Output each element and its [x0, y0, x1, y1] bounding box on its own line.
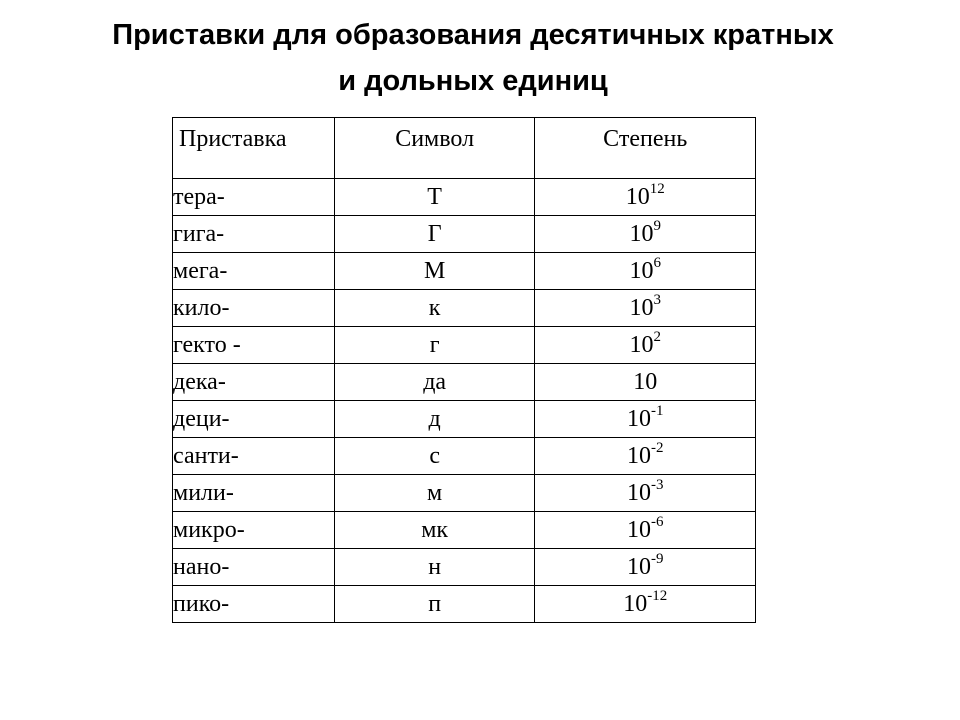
prefix-cell: нано- — [173, 549, 335, 586]
prefix-cell: дека- — [173, 364, 335, 401]
title-line-1: Приставки для образования десятичных кратных — [112, 19, 834, 51]
power-exponent: 2 — [653, 328, 661, 345]
table-row — [173, 438, 756, 475]
power-exponent: -6 — [650, 513, 664, 530]
power-cell — [535, 327, 756, 364]
header-power: Степень — [535, 118, 756, 179]
symbol-cell: н — [334, 549, 535, 586]
table-body — [173, 179, 756, 623]
symbol-cell: да — [334, 364, 535, 401]
power-base: 10 — [633, 368, 658, 395]
table-row — [173, 327, 756, 364]
table-row — [173, 364, 756, 401]
symbol-cell: д — [334, 401, 535, 438]
power-cell — [535, 401, 756, 438]
power-base: 10 — [629, 294, 654, 321]
header-prefix: Приставка — [173, 118, 335, 179]
power-base: 10 — [623, 590, 648, 617]
power-base: 10 — [629, 220, 654, 247]
prefix-cell: гига- — [173, 216, 335, 253]
prefix-cell: мега- — [173, 253, 335, 290]
prefix-cell: пико- — [173, 586, 335, 623]
header-symbol: Символ — [334, 118, 535, 179]
power-exponent: -2 — [650, 439, 664, 456]
prefix-table — [172, 117, 756, 623]
power-base: 10 — [629, 331, 654, 358]
power-exponent: 12 — [649, 180, 665, 197]
power-cell — [535, 586, 756, 623]
table-header-row — [173, 118, 756, 179]
prefix-cell: гекто - — [173, 327, 335, 364]
table-row — [173, 586, 756, 623]
title-line-2: и дольных единиц — [338, 65, 608, 97]
power-exponent: -9 — [650, 550, 664, 567]
table-row — [173, 512, 756, 549]
table-row — [173, 253, 756, 290]
symbol-cell: мк — [334, 512, 535, 549]
power-cell — [535, 364, 756, 401]
prefix-cell: кило- — [173, 290, 335, 327]
power-base: 10 — [626, 553, 651, 580]
power-base: 10 — [625, 183, 650, 210]
page-title — [0, 12, 946, 104]
power-base: 10 — [626, 405, 651, 432]
table-row — [173, 549, 756, 586]
table-row — [173, 179, 756, 216]
prefix-cell: деци- — [173, 401, 335, 438]
power-exponent: 9 — [653, 217, 661, 234]
table-row — [173, 290, 756, 327]
symbol-cell: Г — [334, 216, 535, 253]
prefix-cell: санти- — [173, 438, 335, 475]
power-cell — [535, 512, 756, 549]
symbol-cell: м — [334, 475, 535, 512]
power-cell — [535, 216, 756, 253]
symbol-cell: к — [334, 290, 535, 327]
symbol-cell: п — [334, 586, 535, 623]
power-cell — [535, 253, 756, 290]
prefix-cell: микро- — [173, 512, 335, 549]
power-exponent: -12 — [647, 587, 668, 604]
power-base: 10 — [629, 257, 654, 284]
power-exponent: 3 — [653, 291, 661, 308]
power-exponent: -3 — [650, 476, 664, 493]
symbol-cell: г — [334, 327, 535, 364]
power-cell — [535, 438, 756, 475]
power-base: 10 — [626, 442, 651, 469]
symbol-cell: с — [334, 438, 535, 475]
power-cell — [535, 475, 756, 512]
symbol-cell: Т — [334, 179, 535, 216]
power-exponent: -1 — [650, 402, 664, 419]
power-base: 10 — [626, 479, 651, 506]
table-row — [173, 401, 756, 438]
table-row — [173, 475, 756, 512]
power-exponent: 6 — [653, 254, 661, 271]
power-cell — [535, 179, 756, 216]
power-base: 10 — [626, 516, 651, 543]
symbol-cell: М — [334, 253, 535, 290]
power-cell — [535, 290, 756, 327]
table-row — [173, 216, 756, 253]
prefix-cell: тера- — [173, 179, 335, 216]
prefix-cell: мили- — [173, 475, 335, 512]
power-cell — [535, 549, 756, 586]
